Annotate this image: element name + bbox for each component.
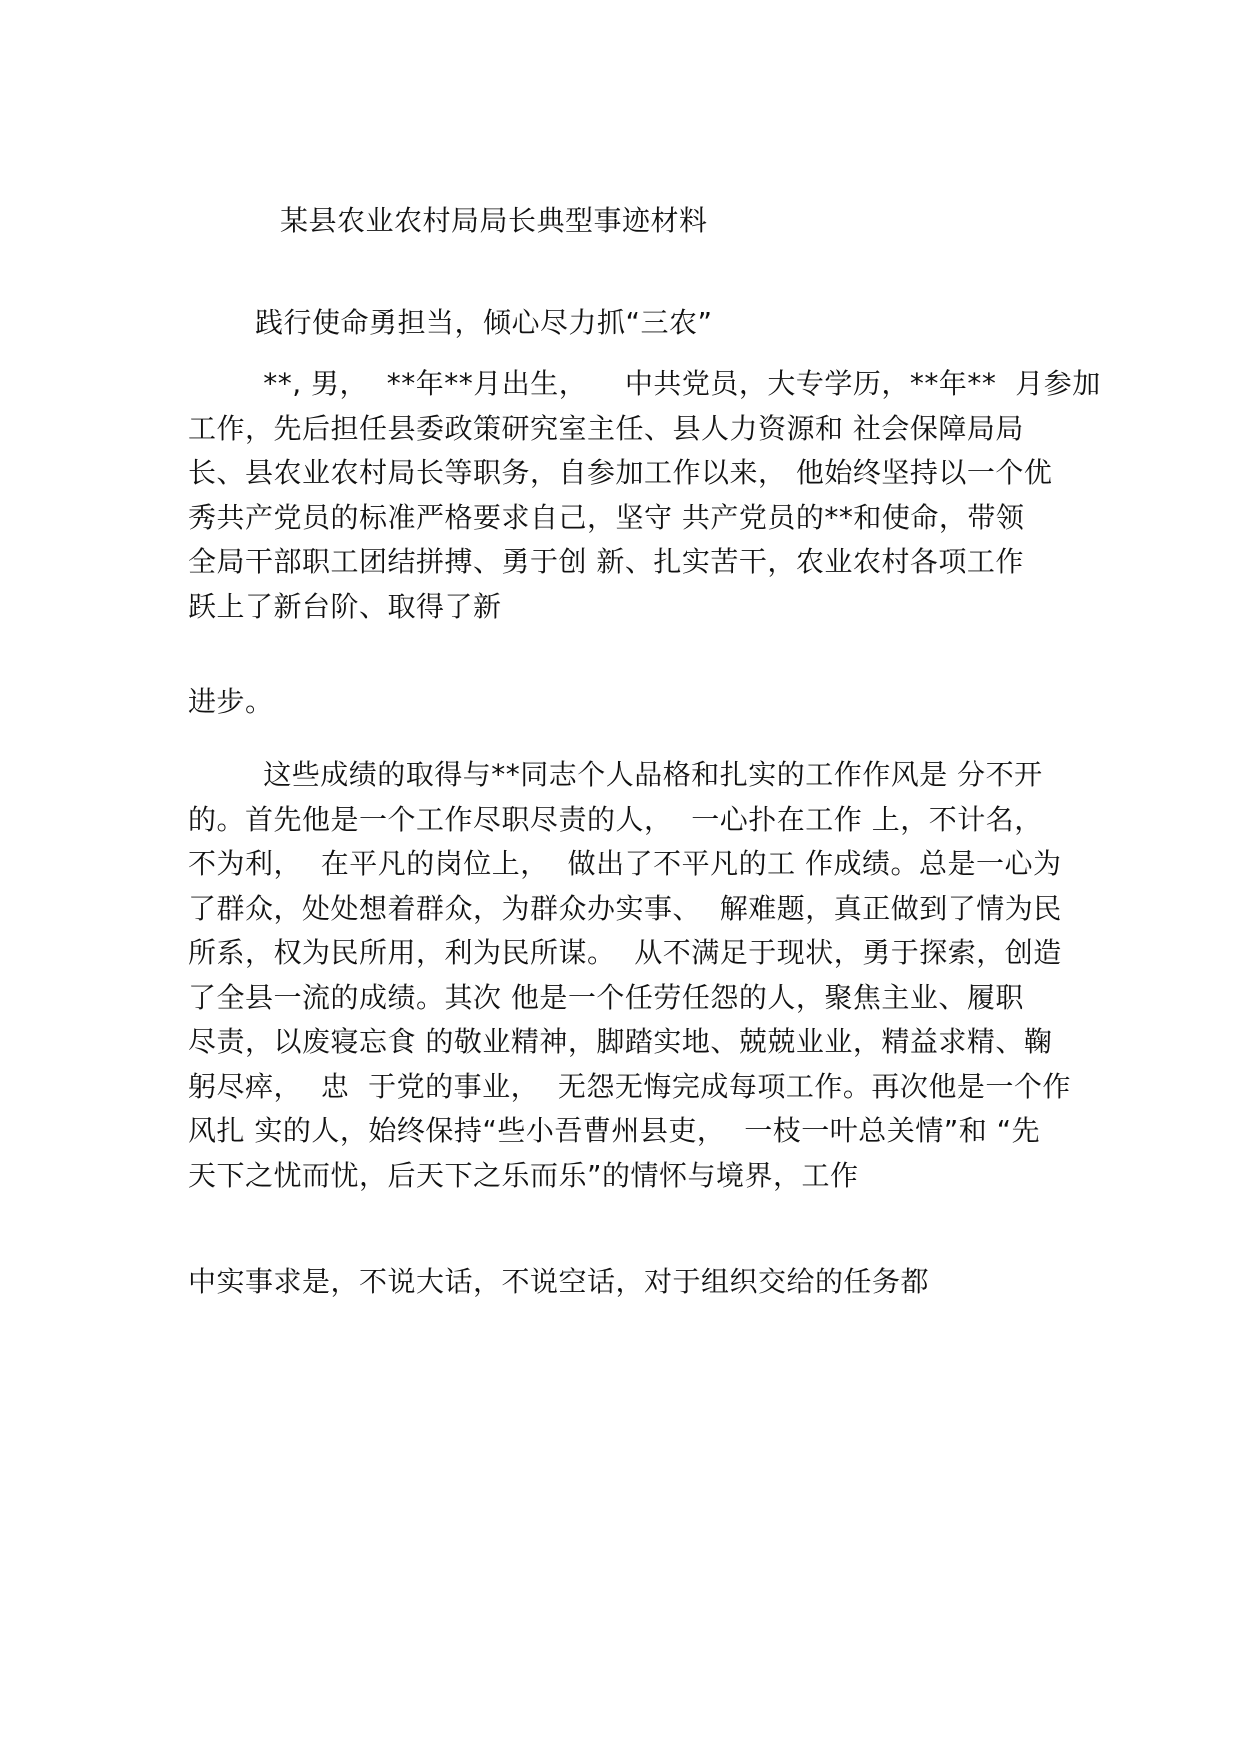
paragraph-1-line: 工作，先后担任县委政策研究室主任、县人力资源和 社会保障局局: [188, 411, 1024, 445]
paragraph-2-line: 尽责，以废寝忘食 的敬业精神，脚踏实地、兢兢业业，精益求精、鞠: [188, 1025, 1053, 1058]
paragraph-1-line: 秀共产党员的标准严格要求自己，坚守 共产党员的**和使命，带领: [188, 500, 1025, 534]
paragraph-1-line: 全局干部职工团结拼搏、勇于创 新、扎实苦干，农业农村各项工作: [188, 545, 1024, 578]
paragraph-1: [188, 362, 1101, 629]
paragraph-2-line: 了群众，处处想着群众，为群众办实事、 解难题，真正做到了情为民: [188, 891, 1062, 925]
document-title: 某县农业农村局局长典型事迹材料: [280, 204, 708, 237]
paragraph-1-line: 长、县农业农村局长等职务，自参加工作以来， 他始终坚持以一个优: [188, 456, 1053, 489]
paragraph-2-tail: [188, 1260, 1068, 1305]
document-subtitle: 践行使命勇担当，倾心尽力抓“三农”: [255, 306, 713, 339]
paragraph-1-line: 跃上了新台阶、取得了新: [188, 589, 502, 623]
paragraph-1-tail-line: 进步。: [188, 685, 274, 718]
paragraph-2: [188, 753, 1071, 1198]
paragraph-2-line: 风扎 实的人，始终保持“些小吾曹州县吏， 一枝一叶总关情”和 “先: [188, 1114, 1041, 1147]
paragraph-2-line: 不为利， 在平凡的岗位上， 做出了不平凡的工 作成绩。总是一心为: [188, 847, 1062, 880]
paragraph-1-tail: [188, 680, 1068, 725]
paragraph-2-line: 所系，权为民所用，利为民所谋。 从不满足于现状，勇于探索，创造: [188, 936, 1062, 969]
paragraph-2-line: 这些成绩的取得与**同志个人品格和扎实的工作作风是 分不开: [188, 758, 1043, 791]
paragraph-2-line: 的。首先他是一个工作尽职尽责的人， 一心扑在工作 上，不计名，: [188, 802, 1043, 836]
paragraph-2-line: 了全县一流的成绩。其次 他是一个任劳任怨的人，聚焦主业、履职: [188, 980, 1024, 1014]
paragraph-2-line: 天下之忧而忧，后天下之乐而乐”的情怀与境界，工作: [188, 1158, 859, 1192]
paragraph-1-line: **, 男， **年**月出生， 中共党员，大专学历，**年** 月参加: [188, 367, 1101, 400]
paragraph-2-tail-line: 中实事求是，不说大话，不说空话，对于组织交给的任务都: [188, 1265, 930, 1298]
paragraph-2-line: 躬尽瘁， 忠 于党的事业， 无怨无悔完成每项工作。再次他是一个作: [188, 1069, 1071, 1103]
